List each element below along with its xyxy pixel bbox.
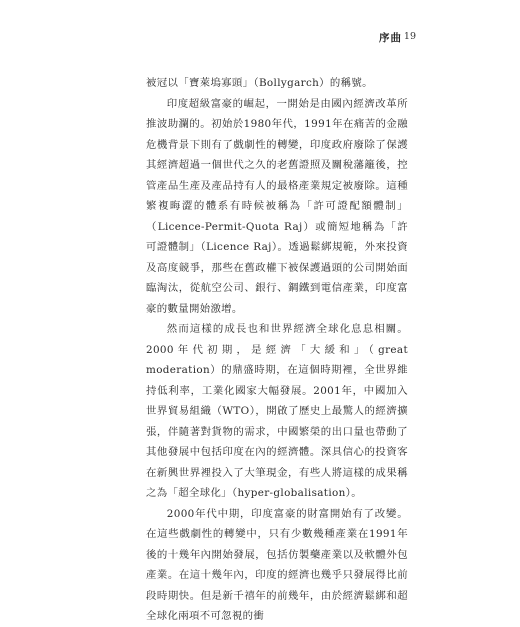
page-number: 19 — [403, 31, 416, 42]
body-text — [146, 73, 408, 627]
paragraph-globalisation: 然而這樣的成長也和世界經濟全球化息息相關。2000年代初期，是經濟「大緩和」（great moderation）的鼎盛時期，在這個時期裡，全世界維持低利率，工業化國家大幅發展。2001年，中國加入世界貿易組織（WTO），開啟了歷史上最驚人的經濟擴張，伴隨著對貨物的需求，中國繁榮的出口量也帶動了其他發展中包括印度在內的經濟體。深具信心的投資客在新興世界裡投入了大筆現金，有些人將這樣的成果稱之為「超全球化」（hyper-globalisation）。 — [146, 323, 408, 499]
paragraph-continuation: 被冠以「寶萊塢寡頭」（Bollygarch）的稱號。 — [146, 77, 373, 89]
running-title: 序曲 — [379, 32, 402, 44]
paragraph-economic-reform: 印度超級富豪的崛起，一開始是由國內經濟改革所推波助瀾的。初始於1980年代，1991年在痛苦的金融危機背景下則有了戲劇性的轉變，印度政府廢除了保護其經濟超過一個世代之久的老舊證照及關稅藩籬後，控管產品生產及產品持有人的最格產業規定被廢除。這種繁複晦澀的體系有時候被稱為「許可證配額體制」（Licence-Permit-Quota Raj）或簡短地稱為「許可證體制」（Licence Raj）。透過鬆綁規範，外來投資及高度競爭，那些在舊政權下被保護過頭的公司開始面臨淘汰，從航空公司、銀行、鋼鐵到電信產業，印度富豪的數量開始激增。 — [146, 97, 408, 315]
paragraph-mid-2000s: 2000年代中期，印度富豪的財富開始有了改變。在這些戲劇性的轉變中，只有少數幾種產業在1991年後的十幾年內開始發展，包括仿製藥產業以及軟體外包產業。在這十幾年內，印度的經濟也幾乎只發展得比前段時期快。但是新千禧年的前幾年，由於經濟鬆綁和超全球化兩項不可忽視的衝 — [146, 507, 408, 622]
